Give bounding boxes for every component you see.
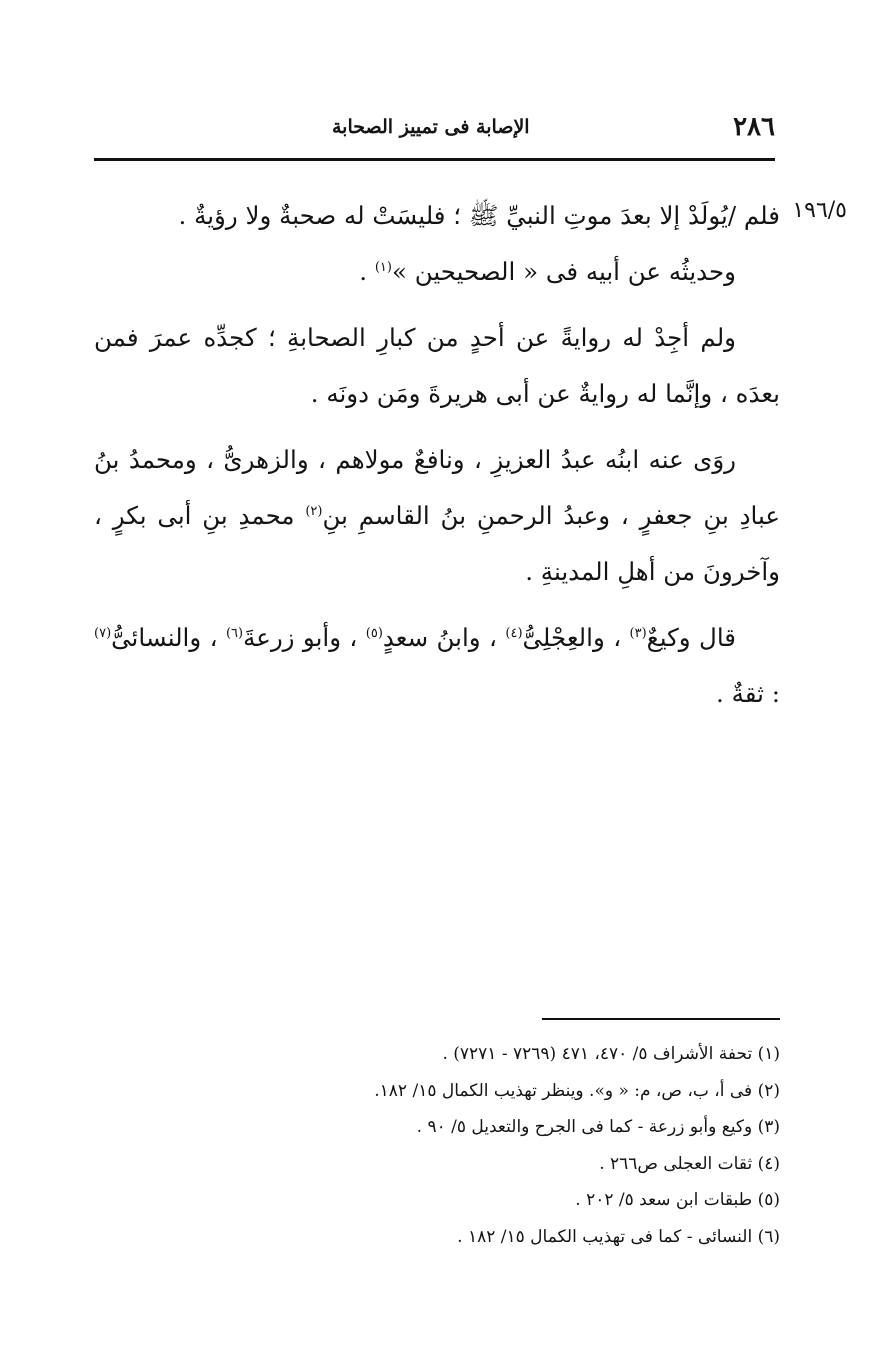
page-header	[94, 112, 775, 152]
text-run: .	[359, 257, 375, 286]
main-text	[94, 188, 780, 722]
paragraph	[94, 310, 780, 422]
text-run: ولم أجِدْ له روايةً عن أحدٍ من كبارِ الصحابةِ ؛ كجدِّه عمرَ فمن بعدَه ، وإنَّما له روايةٌ عن أبى هريرةَ ومَن دونَه .	[94, 323, 780, 408]
footnote: (٤) ثقات العجلى ص٢٦٦ .	[599, 1153, 780, 1174]
text-run: محمدِ بنِ أبى بكرٍ ، وآخرونَ من أهلِ المدينةِ .	[94, 501, 780, 586]
text-run: ، والعِجْلِىُّ	[522, 623, 630, 652]
footnote-marker: (١)	[374, 259, 392, 275]
footnotes	[280, 1036, 780, 1255]
footnote-marker: (٦)	[225, 625, 244, 641]
footnote-marker: (٤)	[505, 625, 523, 641]
text-run: : ثقةٌ .	[716, 679, 780, 708]
footnote: (٥) طبقات ابن سعد ٥/ ٢٠٢ .	[575, 1190, 780, 1210]
paragraph	[94, 432, 780, 600]
text-run: ، والنسائىُّ	[111, 623, 226, 652]
margin-reference: ١٩٦/٥	[792, 198, 847, 223]
header-rule	[94, 158, 775, 161]
text-run: ، وابنُ سعدٍ	[382, 623, 506, 652]
text-run: فلم /يُولَدْ إلا بعدَ موتِ النبيِّ ﷺ ؛ فليسَتْ له صحبةٌ ولا رؤيةٌ .	[178, 201, 780, 230]
page-number: ٢٨٦	[733, 112, 775, 142]
paragraph	[94, 188, 780, 244]
footnote: (١) تحفة الأشراف ٥/ ٤٧٠، ٤٧١ (٧٢٦٩ - ٧٢٧١) .	[442, 1044, 780, 1064]
text-run: روَى عنه ابنُه عبدُ العزيزِ ، ونافعٌ مولاهم ، والزهرىُّ ، ومحمدُ بنُ عبادِ بنِ جعفرٍ ، وعبدُ الرحمنِ بنُ القاسمِ بنِ	[94, 445, 781, 530]
running-title: الإصابة فى تمييز الصحابة	[332, 116, 530, 138]
text-run: وحديثُه عن أبيه فى « الصحيحين »	[391, 257, 736, 286]
text-run: ، وأبو زرعةَ	[243, 623, 366, 652]
footnote-marker: (٣)	[629, 625, 647, 641]
paragraph	[94, 244, 780, 300]
footnote: (٢) فى أ، ب، ص، م: « و». وينظر تهذيب الكمال ١٥/ ١٨٢.	[374, 1080, 780, 1101]
footnote: (٣) وكيع وأبو زرعة - كما فى الجرح والتعديل ٥/ ٩٠ .	[416, 1117, 780, 1137]
text-run: قال وكيعٌ	[646, 623, 736, 652]
footnote-marker: (٢)	[305, 503, 323, 519]
footnote-marker: (٧)	[94, 625, 112, 641]
paragraph	[94, 610, 780, 722]
footnote-marker: (٥)	[365, 625, 383, 641]
footnote-rule	[542, 1018, 780, 1020]
footnote: (٦) النسائى - كما فى تهذيب الكمال ١٥/ ١٨٢ .	[457, 1226, 780, 1247]
